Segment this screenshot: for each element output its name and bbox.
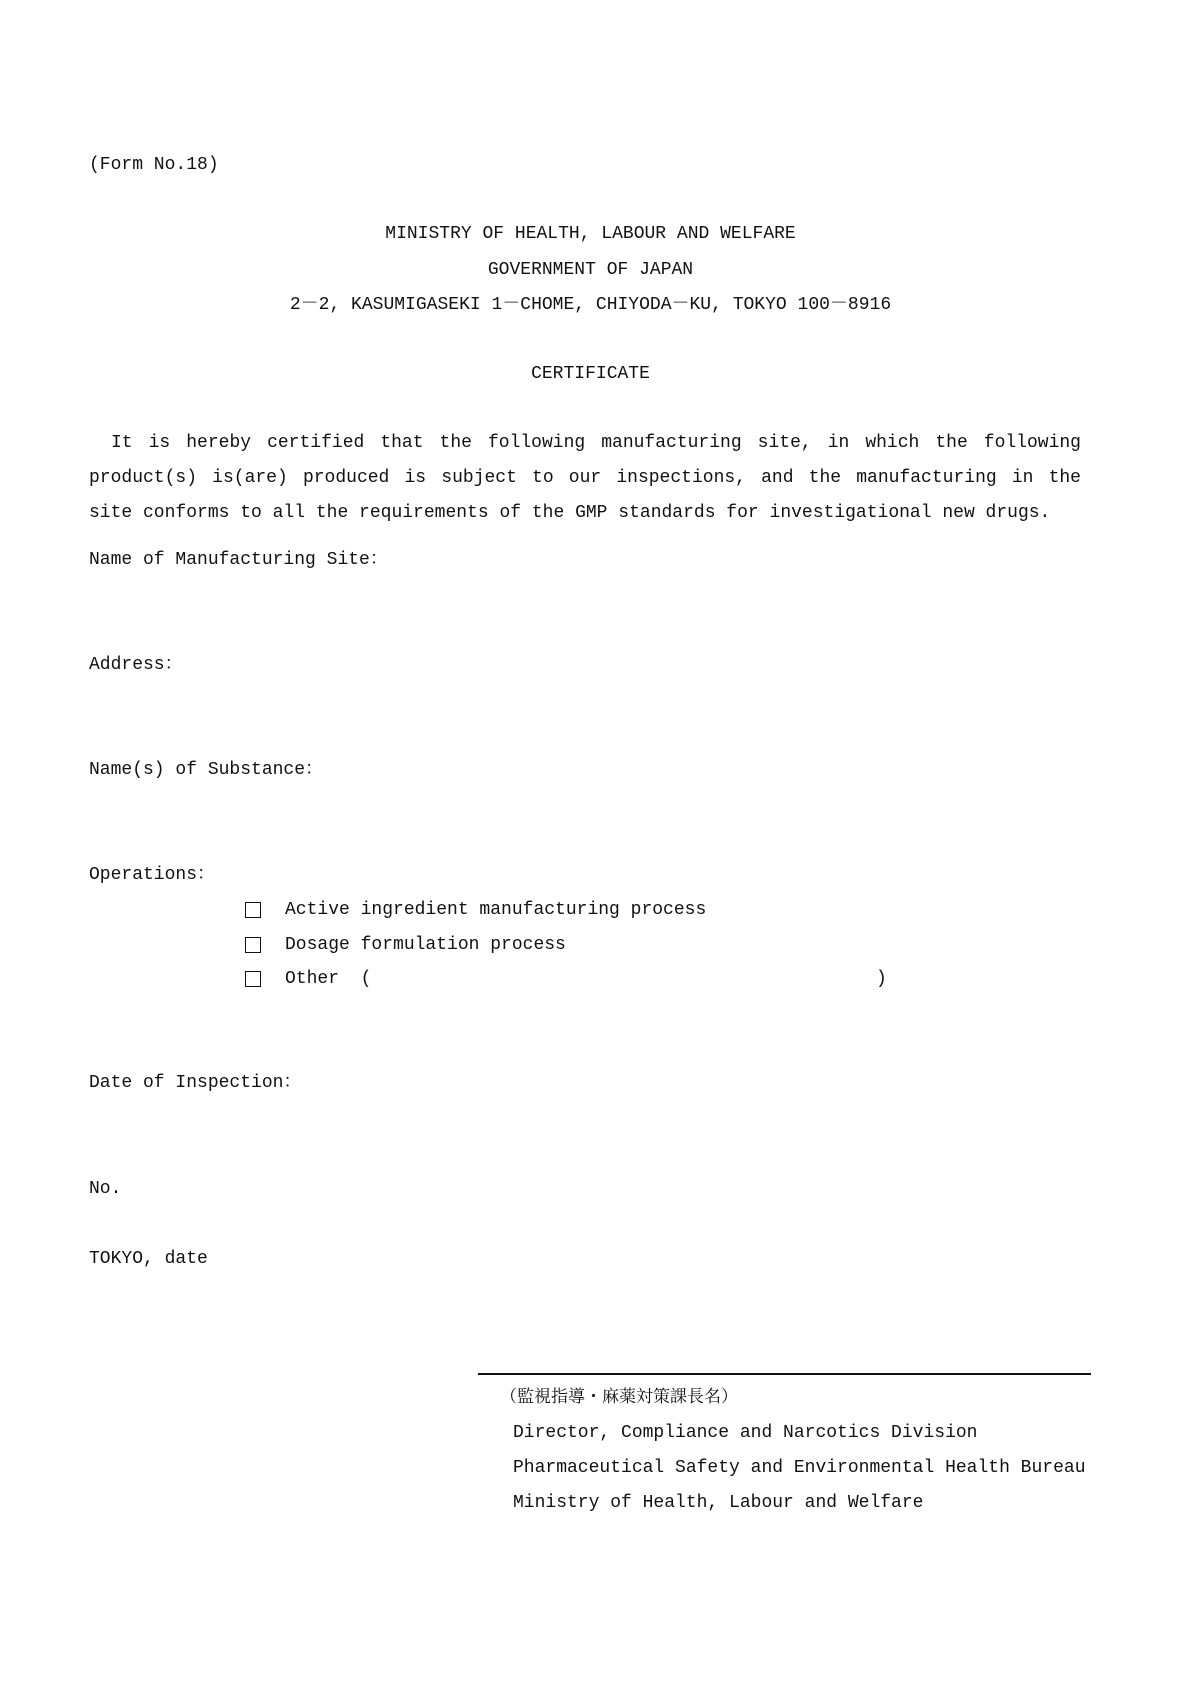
signature-director: Director, Compliance and Narcotics Division bbox=[513, 1423, 978, 1443]
field-substance: Name(s) of Substance： bbox=[89, 760, 324, 780]
option-dosage-formulation: Dosage formulation process bbox=[285, 935, 566, 955]
document-title: CERTIFICATE bbox=[531, 364, 650, 384]
signature-japanese-title: （監視指導・麻薬対策課長名） bbox=[500, 1387, 738, 1407]
field-number: No. bbox=[89, 1179, 122, 1199]
checkbox-other[interactable] bbox=[245, 971, 261, 987]
field-tokyo-date: TOKYO, date bbox=[89, 1249, 208, 1269]
field-date-of-inspection: Date of Inspection： bbox=[89, 1073, 302, 1093]
field-address: Address： bbox=[89, 655, 183, 675]
signature-line bbox=[478, 1373, 1091, 1375]
checkbox-active-ingredient[interactable] bbox=[245, 902, 261, 918]
field-manufacturing-site: Name of Manufacturing Site： bbox=[89, 550, 388, 570]
signature-ministry: Ministry of Health, Labour and Welfare bbox=[513, 1493, 924, 1513]
header-government: GOVERNMENT OF JAPAN bbox=[487, 260, 694, 280]
certification-paragraph: It is hereby certified that the following manufacturing site, in which the following product(s) is(are) produced is subject to our inspections, and the manufacturing in the site conforms to all the requirements of the GMP standards for investigational new drugs. bbox=[89, 433, 1081, 523]
option-active-ingredient: Active ingredient manufacturing process bbox=[285, 900, 707, 920]
field-operations: Operations： bbox=[89, 865, 216, 885]
signature-bureau: Pharmaceutical Safety and Environmental Health Bureau bbox=[513, 1458, 1086, 1478]
option-other: Other ( bbox=[285, 969, 372, 989]
form-number: (Form No.18) bbox=[89, 155, 219, 175]
option-other-close-paren: ) bbox=[876, 969, 887, 989]
header-ministry: MINISTRY OF HEALTH, LABOUR AND WELFARE bbox=[385, 224, 796, 244]
header-address: 2－2, KASUMIGASEKI 1－CHOME, CHIYODA－KU, TOKYO 100－8916 bbox=[289, 295, 892, 315]
checkbox-dosage-formulation[interactable] bbox=[245, 937, 261, 953]
